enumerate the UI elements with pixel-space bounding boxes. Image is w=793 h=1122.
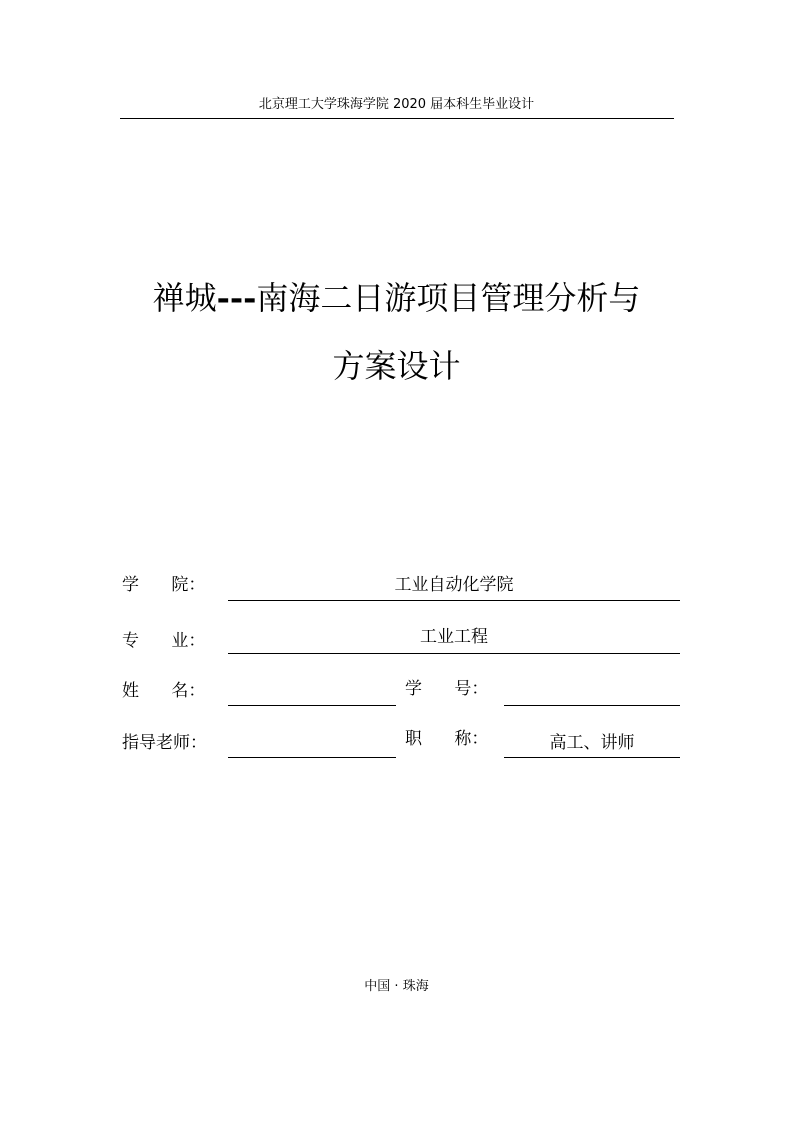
job-title-value: 高工、讲师 [549, 733, 635, 753]
college-label: 学 院： [122, 575, 206, 595]
job-title-label: 职 称： [405, 729, 489, 749]
header-rule [120, 118, 674, 119]
page-header: 北京理工大学珠海学院 2020 届本科生毕业设计 [258, 97, 535, 112]
major-label: 专 业： [122, 631, 206, 651]
student-id-label: 学 号： [405, 679, 489, 699]
name-label: 姓 名： [122, 681, 206, 701]
page-footer: 中国 · 珠海 [364, 979, 429, 994]
title-dashes: --- [216, 279, 257, 317]
major-underline [228, 653, 680, 654]
advisor-underline [228, 757, 396, 758]
college-value: 工业自动化学院 [394, 575, 514, 595]
thesis-title-line-1 [0, 278, 793, 318]
student-id-underline [504, 705, 680, 706]
job-title-underline [504, 757, 680, 758]
title-part-1: 禅城 [152, 279, 217, 317]
college-underline [228, 600, 680, 601]
title-part-2: 南海二日游项目管理分析与 [256, 279, 641, 317]
thesis-title-line-2: 方案设计 [332, 347, 461, 385]
name-underline [228, 705, 396, 706]
advisor-label: 指导老师： [122, 733, 207, 753]
major-value: 工业工程 [420, 627, 488, 647]
